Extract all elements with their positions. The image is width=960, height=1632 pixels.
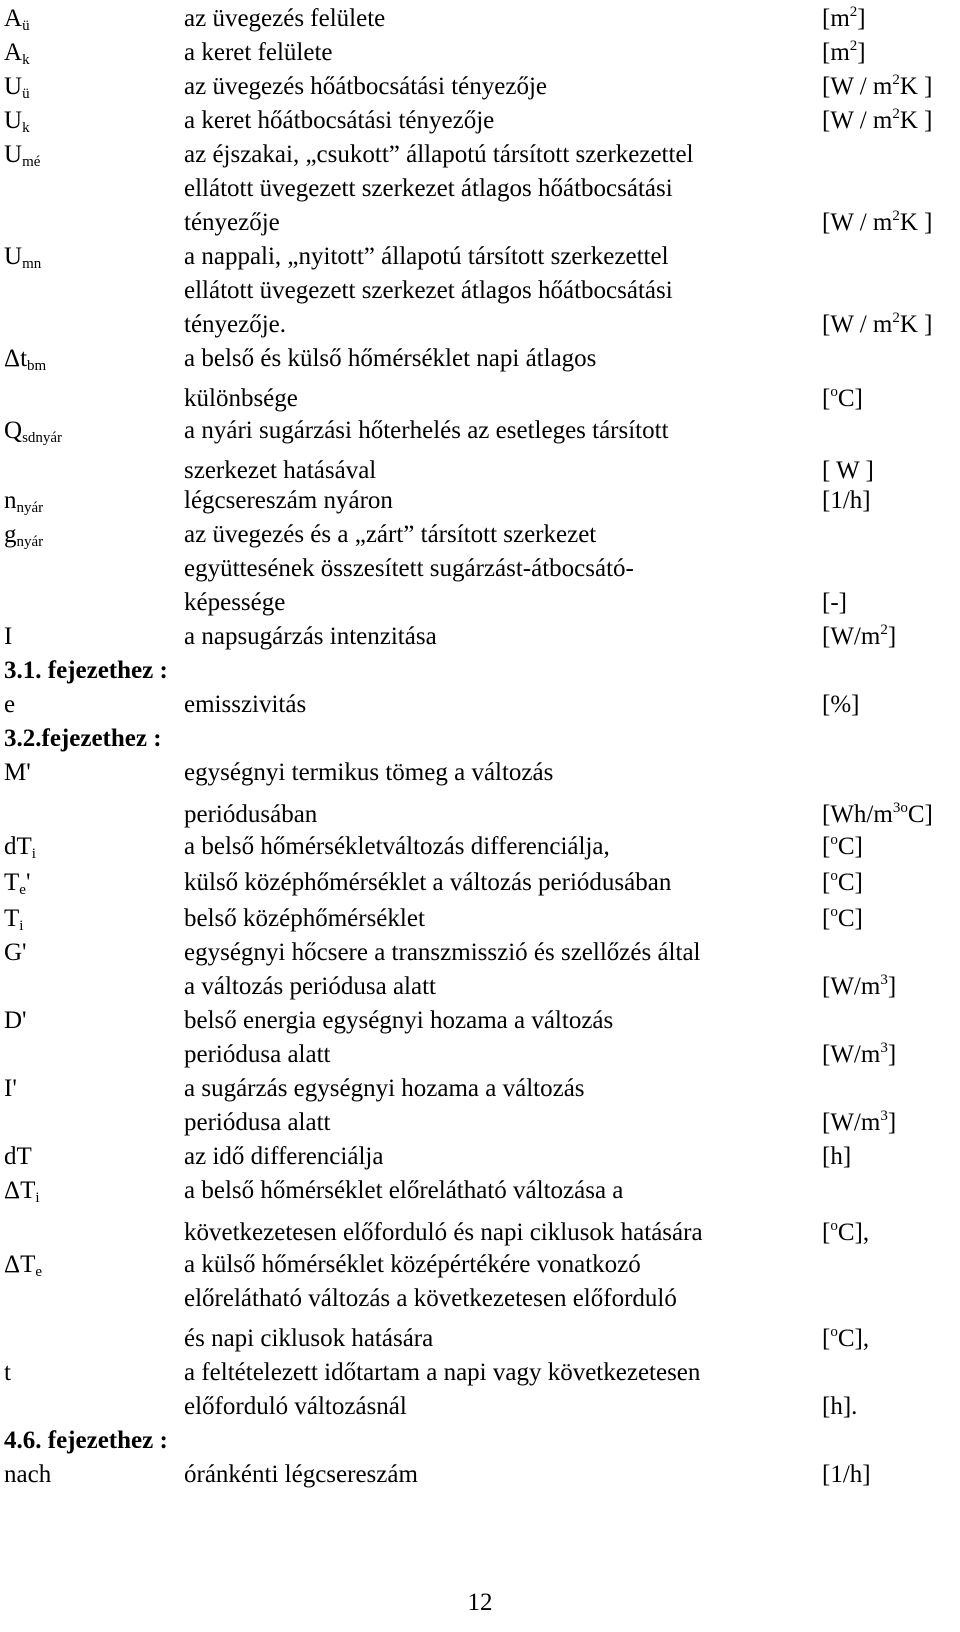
unit-superscript: 2 (892, 208, 900, 224)
symbol-subscript: ü (22, 18, 30, 34)
symbol-subscript: i (35, 1190, 40, 1206)
definition-line: periódusa alatt (184, 1041, 331, 1068)
definition-text (184, 1004, 824, 1072)
definition-line: ellátott üvegezett szerkezet átlagos hőátbocsátási (184, 277, 673, 304)
definition-text (184, 1174, 824, 1250)
definition-line: a külső hőmérséklet középértékére vonatkozó (184, 1251, 641, 1278)
definition-line: szerkezet hatásával (184, 457, 377, 484)
unit: [1/h] (822, 487, 871, 514)
symbol: $n_{nyár}$ (4, 487, 44, 516)
definition-text (184, 830, 824, 864)
definition-text (184, 70, 824, 104)
definition-line: belső energia egységnyi hozama a változás (184, 1007, 614, 1034)
symbol: M' (4, 759, 31, 786)
unit-superscript: 2 (892, 106, 900, 122)
definition-line: képessége (184, 589, 286, 616)
unit: $[W/m^2]$ (822, 622, 897, 650)
definition-line: a keret hőátbocsátási tényezője (184, 107, 495, 134)
unit: $[Wh/m^{3o}C]$ (822, 800, 933, 828)
unit-superscript: 2 (892, 72, 900, 88)
unit: [$W / m^2K$ ] (822, 208, 933, 236)
definition-text (184, 342, 824, 416)
unit-superscript: o (830, 384, 838, 400)
definition-line: a sugárzás egységnyi hozama a változás (184, 1075, 585, 1102)
definition-line: periódusa alatt (184, 1109, 331, 1136)
unit-superscript: 2 (849, 4, 858, 20)
symbol: $U_{mé}$ (4, 141, 41, 170)
unit: [1/h] (822, 1461, 871, 1488)
definition-text (184, 620, 824, 654)
definition-text (184, 866, 824, 900)
definition-line: tényezője (184, 209, 280, 236)
definition-line: a belső hőmérsékletváltozás differenciálja, (184, 833, 610, 860)
definition-line: légcsereszám nyáron (184, 487, 393, 514)
symbol-subscript: bm (27, 358, 47, 374)
definition-text (184, 688, 824, 722)
unit: [$^o$C], (822, 1324, 870, 1352)
unit-superscript: o (830, 1218, 838, 1234)
definition-line: tényezője. (184, 311, 287, 338)
unit-superscript: 2 (880, 622, 888, 638)
unit: $[W/m^3]$ (822, 972, 897, 1000)
definition-line: egységnyi hőcsere a transzmisszió és szellőzés által (184, 939, 701, 966)
symbol: $\Delta T_i$ (4, 1177, 40, 1206)
definition-line: az éjszakai, „csukott” állapotú társított szerkezettel (184, 141, 694, 168)
definition-text (184, 756, 824, 832)
symbol: nach (4, 1461, 52, 1488)
symbol-subscript: e (19, 882, 26, 898)
unit: [$^o$C] (822, 832, 863, 860)
symbol: e (4, 691, 16, 718)
definition-text (184, 1248, 824, 1356)
definition-text (184, 240, 824, 342)
definition-text (184, 936, 824, 1004)
unit-superscript: o (830, 832, 838, 848)
symbol: $A_k$ (4, 39, 30, 68)
unit: $[W/m^3]$ (822, 1040, 897, 1068)
unit-superscript: o (830, 1324, 838, 1340)
definition-line: külső középhőmérséklet a változás periódusában (184, 869, 672, 896)
symbol: I (4, 623, 13, 650)
definition-line: a nappali, „nyitott” állapotú társított szerkezettel (184, 243, 669, 270)
symbol: $g_{nyár}$ (4, 521, 44, 550)
definition-line: az üvegezés és a „zárt” társított szerkezet (184, 521, 597, 548)
definition-text (184, 2, 824, 36)
definition-line: a nyári sugárzási hőterhelés az esetleges társított (184, 417, 669, 444)
symbol: t (4, 1359, 11, 1386)
definition-line: a feltételezett időtartam a napi vagy következetesen (184, 1359, 701, 1386)
definition-line: periódusában (184, 801, 318, 828)
symbol-subscript: nyár (16, 500, 44, 516)
definition-text (184, 1072, 824, 1140)
unit: [$W / m^2K$ ] (822, 106, 933, 134)
unit-superscript: o (830, 868, 838, 884)
definition-line: az idő differenciálja (184, 1143, 384, 1170)
definition-line: emisszivitás (184, 691, 307, 718)
definition-line: az üvegezés hőátbocsátási tényezője (184, 73, 548, 100)
unit: [-] (822, 589, 847, 616)
definition-text (184, 1140, 824, 1174)
definition-line: előrelátható változás a következetesen előforduló (184, 1285, 677, 1312)
symbol: $Q_{sdnyár}$ (4, 417, 63, 446)
symbol-subscript: k (22, 120, 30, 136)
definition-text (184, 1356, 824, 1424)
section-heading: 3.2.fejezethez : (4, 725, 162, 752)
unit: $[m^2]$ (822, 4, 866, 32)
unit-superscript: 3 (880, 1108, 888, 1124)
unit: [$^o$C] (822, 384, 863, 412)
unit-superscript: o (830, 904, 838, 920)
symbol-subscript: ü (22, 86, 30, 102)
symbol: dT (4, 1143, 32, 1170)
unit-superscript: 2 (892, 310, 900, 326)
symbol-subscript: mn (22, 256, 42, 272)
definition-line: ellátott üvegezett szerkezet átlagos hőátbocsátási (184, 175, 673, 202)
unit-superscript: 2 (849, 38, 858, 54)
definition-line: óránkénti légcsereszám (184, 1461, 418, 1488)
definition-text (184, 36, 824, 70)
definition-line: egységnyi termikus tömeg a változás (184, 759, 554, 786)
definition-line: az üvegezés felülete (184, 5, 386, 32)
unit: $[W/m^3]$ (822, 1108, 897, 1136)
definition-line: előforduló változásnál (184, 1393, 407, 1420)
unit: [h] (822, 1143, 852, 1170)
symbol-subscript: i (31, 846, 36, 862)
symbol-subscript: e (35, 1264, 43, 1280)
unit: [ W ] (822, 457, 874, 484)
unit: [$^o$C] (822, 904, 863, 932)
symbol-subscript: nyár (16, 534, 44, 550)
unit-superscript: 3 (880, 972, 888, 988)
symbol: $T_i$ (4, 905, 24, 934)
section-heading: 3.1. fejezethez : (4, 657, 168, 684)
unit: [%] (822, 691, 860, 718)
unit: [$^o$C] (822, 868, 863, 896)
definition-line: a belső hőmérséklet előrelátható változása a (184, 1177, 624, 1204)
definition-text (184, 104, 824, 138)
definition-line: és napi ciklusok hatására (184, 1325, 434, 1352)
definition-line: a változás periódusa alatt (184, 973, 436, 1000)
symbol: $U_{mn}$ (4, 243, 42, 272)
definition-line: a belső és külső hőmérséklet napi átlagos (184, 345, 597, 372)
definition-line: a keret felülete (184, 39, 333, 66)
symbol: $dT_i$ (4, 833, 36, 862)
definition-text (184, 484, 824, 518)
symbol: $\Delta T_e$ (4, 1251, 43, 1280)
unit-superscript: 3o (892, 800, 908, 816)
definition-text (184, 414, 824, 488)
symbol: D' (4, 1007, 27, 1034)
unit: $[m^2]$ (822, 38, 866, 66)
symbol-subscript: k (22, 52, 30, 68)
definition-line: együttesének összesített sugárzást-átbocsátó- (184, 555, 634, 582)
definition-text (184, 138, 824, 240)
symbol: $T_e'$ (4, 869, 31, 898)
symbol: G' (4, 939, 27, 966)
page-number: 12 (467, 1589, 493, 1616)
definition-line: következetesen előforduló és napi ciklusok hatására (184, 1219, 703, 1246)
unit: [$^o$C], (822, 1218, 870, 1246)
definition-text (184, 1458, 824, 1492)
symbol: $A_ü$ (4, 5, 30, 34)
symbol-subscript: sdnyár (22, 430, 63, 446)
symbol: $U_k$ (4, 107, 30, 136)
definition-text (184, 518, 824, 620)
definition-text (184, 902, 824, 936)
definition-line: belső középhőmérséklet (184, 905, 425, 932)
unit: [$W / m^2K$ ] (822, 72, 933, 100)
definition-line: a napsugárzás intenzitása (184, 623, 437, 650)
symbol: $U_ü$ (4, 73, 30, 102)
section-heading: 4.6. fejezethez : (4, 1427, 168, 1454)
symbol: $\Delta t_{bm}$ (4, 345, 47, 374)
symbol-subscript: mé (22, 154, 41, 170)
symbol: I' (4, 1075, 17, 1102)
unit: [h]. (822, 1393, 858, 1420)
unit: [$W / m^2K$ ] (822, 310, 933, 338)
definition-line: különbsége (184, 385, 298, 412)
unit-superscript: 3 (880, 1040, 888, 1056)
symbol-subscript: i (19, 918, 24, 934)
